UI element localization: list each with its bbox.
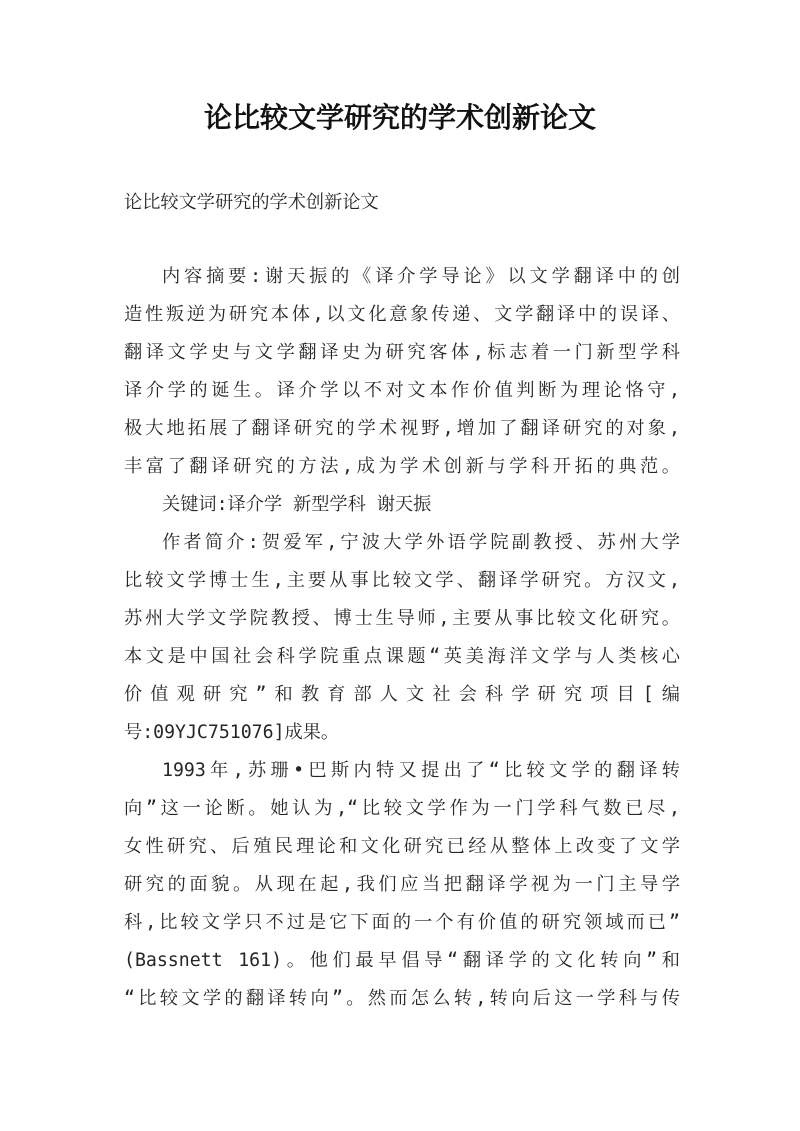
body-line: “比较文学的翻译转向”。然而怎么转,转向后这一学科与传: [124, 988, 680, 1009]
body-line: 科,比较文学只不过是它下面的一个有价值的研究领域而已”: [124, 912, 680, 933]
body-line: 女性研究、后殖民理论和文化研究已经从整体上改变了文学: [124, 836, 680, 857]
body-line: (Bassnett 161)。他们最早倡导“翻译学的文化转向”和: [124, 950, 680, 971]
author-line: 作者简介:贺爱军,宁波大学外语学院副教授、苏州大学: [162, 532, 680, 553]
author-line: 苏州大学文学院教授、博士生导师,主要从事比较文化研究。: [124, 608, 680, 629]
author-line: 号:09YJC751076]成果。: [124, 722, 340, 743]
abstract-line: 丰富了翻译研究的方法,成为学术创新与学科开拓的典范。: [124, 456, 680, 477]
document-subtitle: 论比较文学研究的学术创新论文: [124, 192, 379, 213]
abstract-line: 极大地拓展了翻译研究的学术视野,增加了翻译研究的对象,: [124, 418, 680, 439]
abstract-line: 造性叛逆为研究本体,以文化意象传递、文学翻译中的误译、: [124, 304, 680, 325]
body-line: 向”这一论断。她认为,“比较文学作为一门学科气数已尽,: [124, 798, 680, 819]
author-line: 价值观研究”和教育部人文社会科学研究项目[编: [124, 684, 680, 705]
abstract-line: 翻译文学史与文学翻译史为研究客体,标志着一门新型学科: [124, 342, 680, 363]
body-line: 研究的面貌。从现在起,我们应当把翻译学视为一门主导学: [124, 874, 680, 895]
author-line: 本文是中国社会科学院重点课题“英美海洋文学与人类核心: [124, 646, 680, 667]
abstract-line: 内容摘要:谢天振的《译介学导论》以文学翻译中的创: [162, 266, 680, 287]
body-line: 1993年,苏珊•巴斯内特又提出了“比较文学的翻译转: [162, 760, 680, 781]
abstract-line: 译介学的诞生。译介学以不对文本作价值判断为理论恪守,: [124, 380, 680, 401]
document-title: 论比较文学研究的学术创新论文: [203, 101, 596, 134]
keywords-line: 关键词:译介学 新型学科 谢天振: [162, 494, 432, 515]
author-line: 比较文学博士生,主要从事比较文学、翻译学研究。方汉文,: [124, 570, 680, 591]
